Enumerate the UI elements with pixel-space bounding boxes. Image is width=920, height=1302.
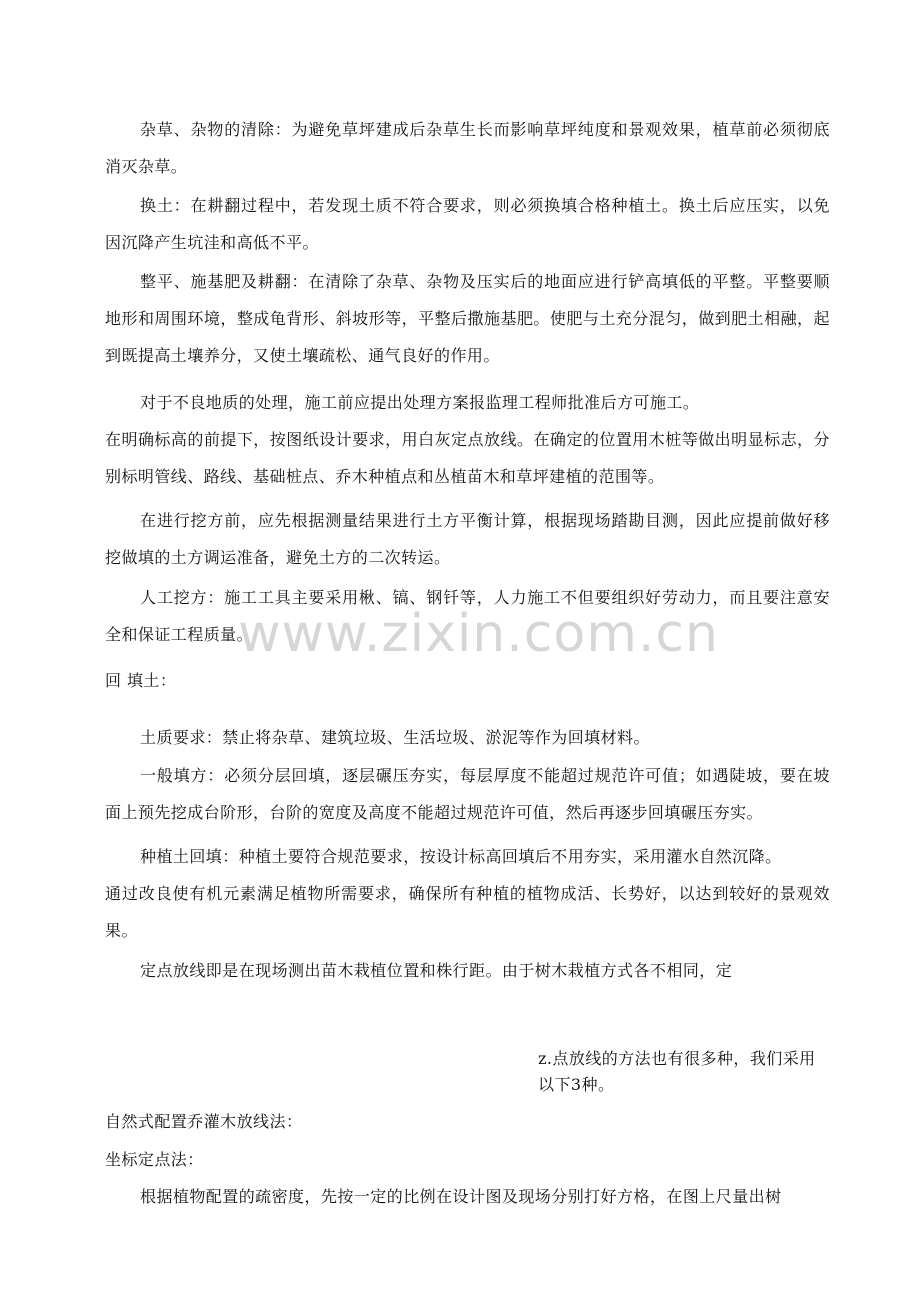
paragraph-general-fill: 一般填方：必须分层回填，逐层碾压夯实，每层厚度不能超过规范许可值；如遇陡坡，要在坡面上预先挖成台阶形，台阶的宽度及高度不能超过规范许可值，然后再逐步回填碾压夯实。	[105, 766, 830, 822]
heading-natural-layout-method: 自然式配置乔灌木放线法：	[105, 1112, 303, 1131]
paragraph-positioning: 定点放线即是在现场测出苗木栽植位置和株行距。由于树木栽植方式各不相同，定	[140, 961, 733, 980]
paragraph-soil-replacement: 换土：在耕翻过程中，若发现土质不符合要求，则必须换填合格种植土。换土后应压实，以免因沉降产生坑洼和高低不平。	[105, 196, 830, 252]
paragraph-staking-out: 在明确标高的前提下，按图纸设计要求，用白灰定点放线。在确定的位置用木桩等做出明显标志，分别标明管线、路线、基础桩点、乔木种植点和丛植苗木和草坪建植的范围等。	[105, 430, 830, 486]
heading-backfill: 回 填土：	[105, 671, 177, 690]
paragraph-poor-geology: 对于不良地质的处理，施工前应提出处理方案报监理工程师批准后方可施工。	[140, 393, 700, 412]
watermark: www.zixin.com.cn	[238, 604, 719, 664]
paragraph-weed-removal: 杂草、杂物的清除：为避免草坪建成后杂草生长而影响草坪纯度和景观效果，植草前必须彻底消灭杂草。	[105, 120, 830, 176]
paragraph-soil-improvement: 通过改良使有机元素满足植物所需要求，确保所有种植的植物成活、长势好，以达到较好的景观效果。	[105, 884, 830, 940]
paragraph-earth-balance: 在进行挖方前，应先根据测量结果进行土方平衡计算，根据现场踏勘目测，因此应提前做好移挖做填的土方调运准备，避免土方的二次转运。	[105, 511, 830, 567]
paragraph-planting-soil-backfill: 种植土回填：种植土要符合规范要求，按设计标高回填后不用夯实，采用灌水自然沉降。	[140, 847, 782, 866]
paragraph-leveling-fertilizing: 整平、施基肥及耕翻：在清除了杂草、杂物及压实后的地面应进行铲高填低的平整。平整要顺地形和周围环境，整成龟背形、斜坡形等，平整后撒施基肥。使肥与土充分混匀，做到肥土相融，起到既提高土壤养分，又使土壤疏松、通气良好的作用。	[105, 272, 830, 365]
heading-coordinate-method: 坐标定点法：	[105, 1150, 204, 1169]
paragraph-soil-requirements: 土质要求：禁止将杂草、建筑垃圾、生活垃圾、淤泥等作为回填材料。	[140, 728, 650, 747]
paragraph-grid-method: 根据植物配置的疏密度，先按一定的比例在设计图及现场分别打好方格，在图上尺量出树	[140, 1187, 782, 1206]
paragraph-methods-continued: z.点放线的方法也有很多种，我们采用以下3种。	[538, 1049, 816, 1094]
paragraph-manual-excavation: 人工挖方：施工工具主要采用楸、镐、钢钎等，人力施工不但要组织好劳动力，而且要注意安全和保证工程质量。	[105, 588, 830, 644]
